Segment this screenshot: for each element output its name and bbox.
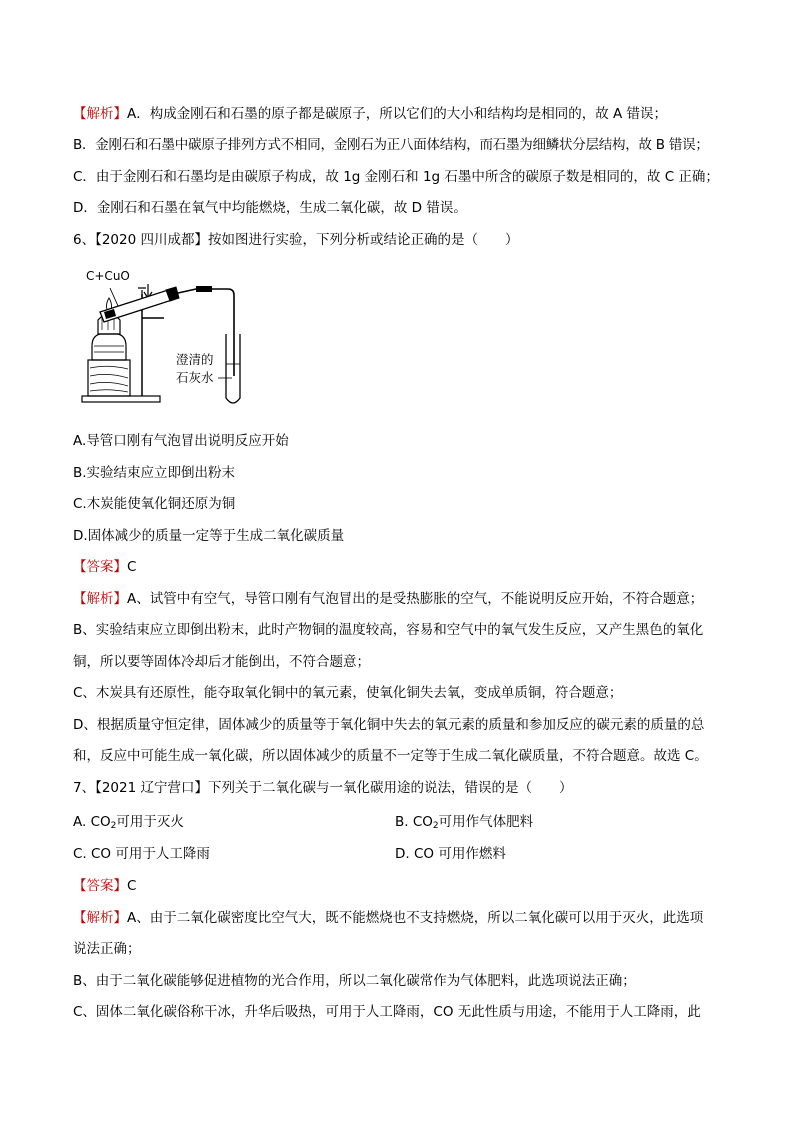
q6-analysis-line-4: C、木炭具有还原性，能夺取氧化铜中的氧元素，使氧化铜失去氧，变成单质铜，符合题意； (73, 685, 623, 701)
q6-analysis-line-6: 和，反应中可能生成一氧化碳，所以固体减少的质量不一定等于生成二氧化碳质量，不符合题意。故选 C。 (73, 748, 708, 764)
delivery-tube (212, 289, 234, 376)
q5-analysis-line-2: B．金刚石和石墨中碳原子排列方式不相同，金刚石为正八面体结构，而石墨为细鳞状分层结构，故 B 错误； (73, 137, 709, 153)
q6-analysis-line-2: B、实验结束应立即倒出粉末，此时产物铜的温度较高，容易和空气中的氧气发生反应，又产生黑色的氧化 (73, 622, 704, 638)
q6-analysis-line-1: 【解析】A、试管中有空气，导管口刚有气泡冒出的是受热膨胀的空气，不能说明反应开始，不符合题意； (73, 591, 704, 607)
answer-tag: 【答案】 (73, 559, 127, 575)
q7-stem: 7、【2021 辽宁营口】下列关于二氧化碳与一氧化碳用途的说法，错误的是（ ） (73, 780, 573, 796)
q7-option-c: C. CO 可用于人工降雨 (73, 846, 210, 862)
q7-option-a: A. $CO_2$可用于灭火 (73, 814, 184, 831)
q7-analysis-line-3: B、由于二氧化碳能够促进植物的光合作用，所以二氧化碳常作为气体肥料，此选项说法正确； (73, 973, 636, 989)
q6-answer: 【答案】C (73, 559, 137, 575)
q5-analysis-line-3: C．由于金刚石和石墨均是由碳原子构成，故 1g 金刚石和 1g 石墨中所含的碳原子数是相同的，故 C 正确； (73, 169, 719, 185)
q6-option-b: B.实验结束应立即倒出粉末 (73, 465, 236, 481)
rubber-connector (196, 286, 212, 292)
q6-option-a: A.导管口刚有气泡冒出说明反应开始 (73, 433, 289, 449)
limewater-tube (226, 334, 240, 403)
limewater-label-2: 石灰水 (176, 370, 214, 385)
q6-option-c: C.木炭能使氧化铜还原为铜 (73, 496, 236, 512)
q5-analysis-line-1: 【解析】A．构成金刚石和石墨的原子都是碳原子，所以它们的大小和结构均是相同的，故 A 错误； (73, 106, 668, 122)
q6-option-d: D.固体减少的质量一定等于生成二氧化碳质量 (73, 528, 345, 544)
q7-analysis-line-1: 【解析】A、由于二氧化碳密度比空气大，既不能燃烧也不支持燃烧，所以二氧化碳可以用于灭火，此选项 (73, 910, 704, 926)
experiment-apparatus-figure (78, 268, 278, 408)
q6-analysis-line-5: D、根据质量守恒定律，固体减少的质量等于氧化铜中失去的氧元素的质量和参加反应的碳元素的质量的总 (73, 717, 705, 733)
answer-tag: 【答案】 (73, 878, 127, 894)
q6-stem: 6、【2020 四川成都】按如图进行实验，下列分析或结论正确的是（ ） (73, 232, 519, 248)
analysis-tag: 【解析】 (73, 910, 127, 926)
analysis-tag: 【解析】 (73, 591, 127, 607)
q7-option-b: B. $CO_2$可用作气体肥料 (395, 814, 534, 831)
q7-answer: 【答案】C (73, 878, 137, 894)
q7-analysis-line-4: C、固体二氧化碳俗称干冰，升华后吸热，可用于人工降雨，CO 无此性质与用途，不能用于人工降雨，此 (73, 1004, 701, 1020)
q5-analysis-line-4: D．金刚石和石墨在氧气中均能燃烧，生成二氧化碳，故 D 错误。 (73, 200, 467, 216)
stand-base (82, 396, 160, 402)
alcohol-lamp (92, 334, 126, 360)
q7-analysis-line-2: 说法正确； (73, 941, 141, 957)
analysis-tag: 【解析】 (73, 106, 127, 122)
q6-analysis-line-3: 铜，所以要等固体冷却后才能倒出，不符合题意； (73, 654, 370, 670)
limewater-label-1: 澄清的 (176, 352, 214, 367)
q7-option-d: D. CO 可用作燃料 (395, 846, 506, 862)
reactant-label: C+CuO (86, 269, 130, 283)
